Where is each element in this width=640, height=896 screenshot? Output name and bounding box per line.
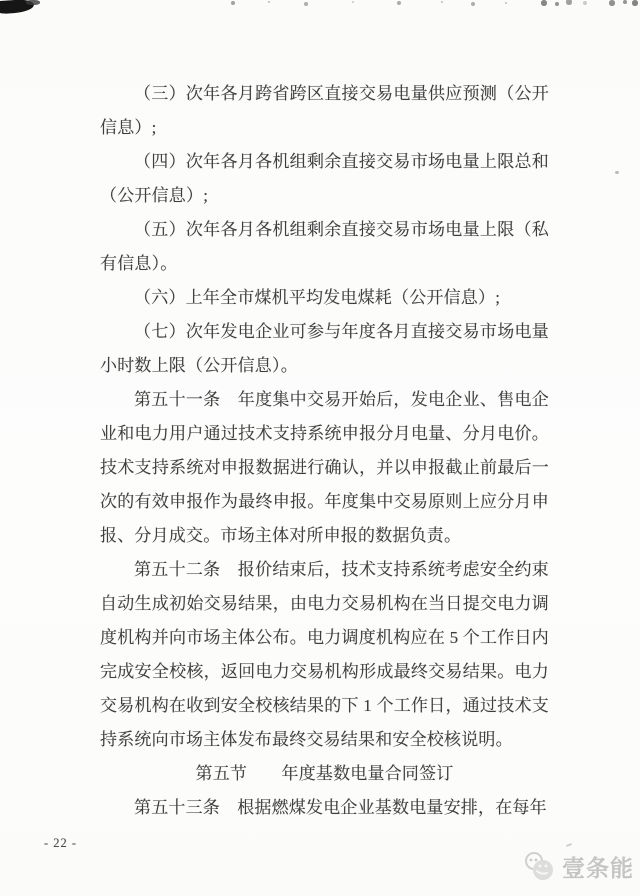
clause-item-5: （五）次年各月各机组剩余直接交易市场电量上限（私有信息）。 (100, 220, 549, 273)
section-5-heading: 第五节 年度基数电量合同签订 (195, 764, 454, 783)
clause-item-7: （七）次年发电企业可参与年度各月直接交易市场电量小时数上限（公开信息）。 (100, 322, 549, 375)
clause-item-3: （三）次年各月跨省跨区直接交易电量供应预测（公开信息）; (100, 84, 549, 137)
page-number: - 22 - (44, 836, 78, 850)
scan-specks (0, 1, 2, 3)
clause-item-6: （六）上年全市煤机平均发电煤耗（公开信息）; (134, 288, 501, 307)
article-52-paragraph: 第五十二条 报价结束后，技术支持系统考虑安全约束自动生成初始交易结果，由电力交易机构在当日提交电力调度机构并向市场主体公布。电力调度机构应在 5 个工作日内完成安全校核，返回电力交易机构形成最终交易结果。电力交易机构在收到安全校核结果的下 1 个工作日，通过技术支持系统向市场主体发布最终交易结果和安全校核说明。 (100, 560, 549, 749)
scan-noise-strip (0, 0, 640, 16)
scan-smudge (26, 0, 40, 5)
yitiaoneng-logo-icon (522, 851, 558, 883)
clause-item-4: （四）次年各月各机组剩余直接交易市场电量上限总和（公开信息）; (100, 152, 549, 205)
watermark-tick-mark (566, 843, 572, 847)
article-51-paragraph: 第五十一条 年度集中交易开始后，发电企业、售电企业和电力用户通过技术支持系统申报分月电量、分月电价。技术支持系统对申报数据进行确认，并以申报截止前最后一次的有效申报作为最终申报。年度集中交易原则上应分月申报、分月成交。市场主体对所申报的数据负责。 (100, 390, 549, 545)
article-53-paragraph: 第五十三条 根据燃煤发电企业基数电量安排，在每年 (134, 798, 547, 817)
brand-watermark (522, 850, 634, 883)
watermark-text: 壹条能 (562, 856, 634, 881)
scan-speck (615, 171, 619, 174)
document-body (100, 77, 549, 825)
